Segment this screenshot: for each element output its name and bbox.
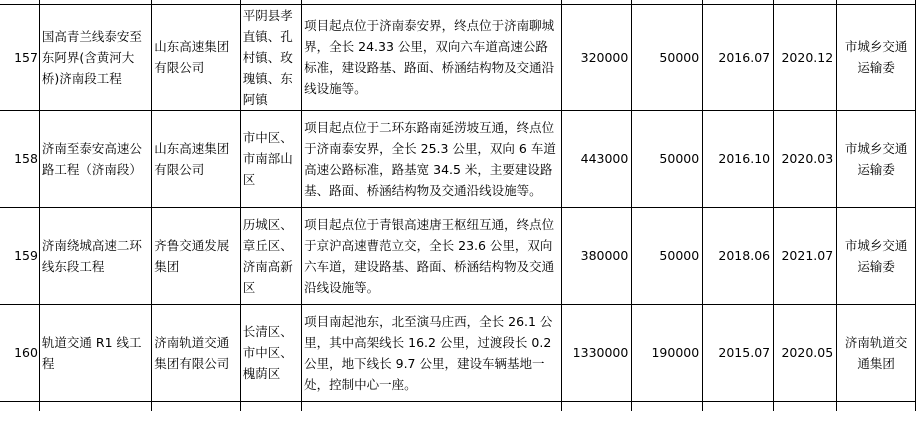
total-investment: 443000 [561, 110, 632, 207]
project-location: 历城区、章丘区、济南高新区 [240, 207, 301, 304]
annual-investment: 50000 [632, 110, 703, 207]
row-index: 157 [0, 4, 39, 110]
start-date: 2016.07 [703, 4, 774, 110]
project-description: 项目起点位于济南泰安界，终点位于济南聊城界，全长 24.33 公里，双向六车道高速公路标准，建设路基、路面、桥涵结构物及交通沿线设施等。 [302, 4, 561, 110]
table-row [0, 4, 916, 110]
project-location: 平阴县孝直镇、孔村镇、玫瑰镇、东阿镇 [240, 4, 301, 110]
row-index: 160 [0, 304, 39, 401]
responsible-department: 济南轨道交通集团 [837, 304, 916, 401]
annual-investment: 190000 [632, 304, 703, 401]
project-location: 长清区、市中区、槐荫区 [240, 304, 301, 401]
start-date: 2016.10 [703, 110, 774, 207]
project-owner: 山东高速集团有限公司 [152, 4, 241, 110]
project-description: 项目起点位于青银高速唐王枢纽互通，终点位于京沪高速曹范立交，全长 23.6 公里，双向六车道，建设路基、路面、桥涵结构物及交通沿线设施等。 [302, 207, 561, 304]
annual-investment: 50000 [632, 207, 703, 304]
responsible-department: 市城乡交通运输委 [837, 110, 916, 207]
project-name: 国高青兰线泰安至东阿界(含黄河大桥)济南段工程 [39, 4, 151, 110]
start-date: 2018.06 [703, 207, 774, 304]
table-row [0, 110, 916, 207]
project-name: 济南绕城高速二环线东段工程 [39, 207, 151, 304]
total-investment: 320000 [561, 4, 632, 110]
responsible-department: 市城乡交通运输委 [837, 4, 916, 110]
project-name: 轨道交通 R1 线工程 [39, 304, 151, 401]
project-description: 项目起点位于二环东路南延涝坡互通，终点位于济南泰安界，全长 25.3 公里，双向 6 车道高速公路标准，路基宽 34.5 米，主要建设路基、路面、桥涵结构物及交通沿线设施等。 [302, 110, 561, 207]
total-investment: 380000 [561, 207, 632, 304]
table-row [0, 207, 916, 304]
project-owner: 山东高速集团有限公司 [152, 110, 241, 207]
table-row [0, 304, 916, 401]
end-date: 2021.07 [774, 207, 837, 304]
end-date: 2020.12 [774, 4, 837, 110]
start-date: 2015.07 [703, 304, 774, 401]
annual-investment: 50000 [632, 4, 703, 110]
row-index: 159 [0, 207, 39, 304]
project-owner: 济南轨道交通集团有限公司 [152, 304, 241, 401]
row-index: 158 [0, 110, 39, 207]
total-investment: 1330000 [561, 304, 632, 401]
project-location: 市中区、市南部山区 [240, 110, 301, 207]
project-owner: 齐鲁交通发展集团 [152, 207, 241, 304]
end-date: 2020.05 [774, 304, 837, 401]
project-name: 济南至泰安高速公路工程（济南段） [39, 110, 151, 207]
project-description: 项目南起池东，北至演马庄西，全长 26.1 公里，其中高架线长 16.2 公里，过渡段长 0.2 公里，地下线长 9.7 公里，建设车辆基地一处，控制中心一座。 [302, 304, 561, 401]
table-bottom-edge [0, 401, 916, 411]
responsible-department: 市城乡交通运输委 [837, 207, 916, 304]
end-date: 2020.03 [774, 110, 837, 207]
